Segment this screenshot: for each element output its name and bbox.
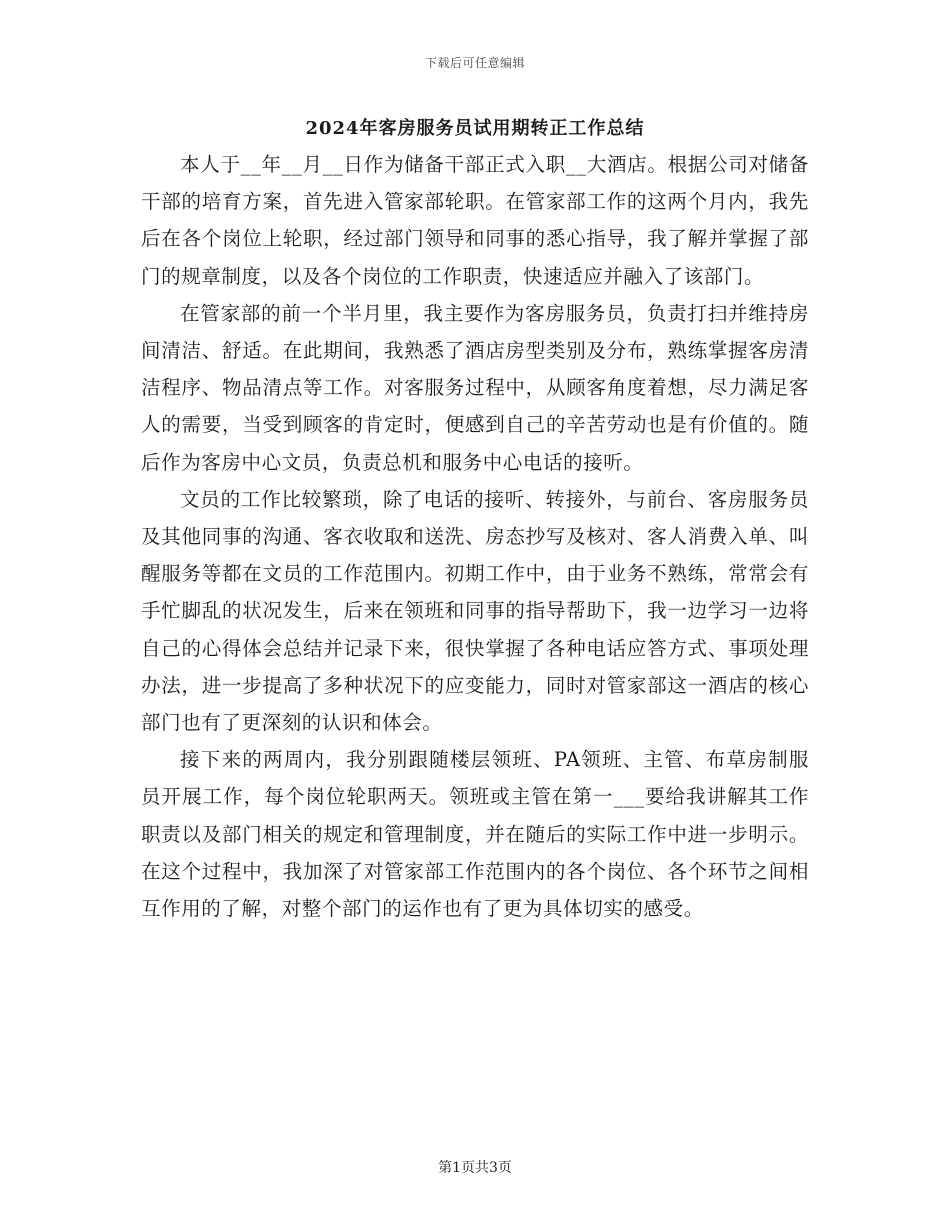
paragraph-3: 文员的工作比较繁琐，除了电话的接听、转接外，与前台、客房服务员及其他同事的沟通、客衣收取和送洗、房态抄写及核对、客人消费入单、叫醒服务等都在文员的工作范围内。初期工作中，由于业务不熟练，常常会有手忙脚乱的状况发生，后来在领班和同事的指导帮助下，我一边学习一边将自己的心得体会总结并记录下来，很快掌握了各种电话应答方式、事项处理办法，进一步提高了多种状况下的应变能力，同时对管家部这一酒店的核心部门也有了更深刻的认识和体会。 — [141, 487, 809, 735]
paragraph-2: 在管家部的前一个半月里，我主要作为客房服务员，负责打扫并维持房间清洁、舒适。在此期间，我熟悉了酒店房型类别及分布，熟练掌握客房清洁程序、物品清点等工作。对客服务过程中，从顾客角度着想，尽力满足客人的需要，当受到顾客的肯定时，便感到自己的辛苦劳动也是有价值的。随后作为客房中心文员，负责总机和服务中心电话的接听。 — [141, 301, 809, 474]
page-number: 第1页共3页 — [438, 1160, 512, 1176]
document-body — [141, 146, 809, 927]
page-header-note: 下载后可任意编辑 — [424, 56, 525, 70]
paragraph-1: 本人于__年__月__日作为储备干部正式入职__大酒店。根据公司对储备干部的培育方案，首先进入管家部轮职。在管家部工作的这两个月内，我先后在各个岗位上轮职，经过部门领导和同事的悉心指导，我了解并掌握了部门的规章制度，以及各个岗位的工作职责，快速适应并融入了该部门。 — [141, 153, 809, 288]
paragraph-4: 接下来的两周内，我分别跟随楼层领班、PA领班、主管、布草房制服员开展工作，每个岗位轮职两天。领班或主管在第一___要给我讲解其工作职责以及部门相关的规定和管理制度，并在随后的实际工作中进一步明示。在这个过程中，我加深了对管家部工作范围内的各个岗位、各个环节之间相互作用的了解，对整个部门的运作也有了更为具体切实的感受。 — [141, 748, 809, 921]
document-title: 2024年客房服务员试用期转正工作总结 — [305, 118, 645, 139]
